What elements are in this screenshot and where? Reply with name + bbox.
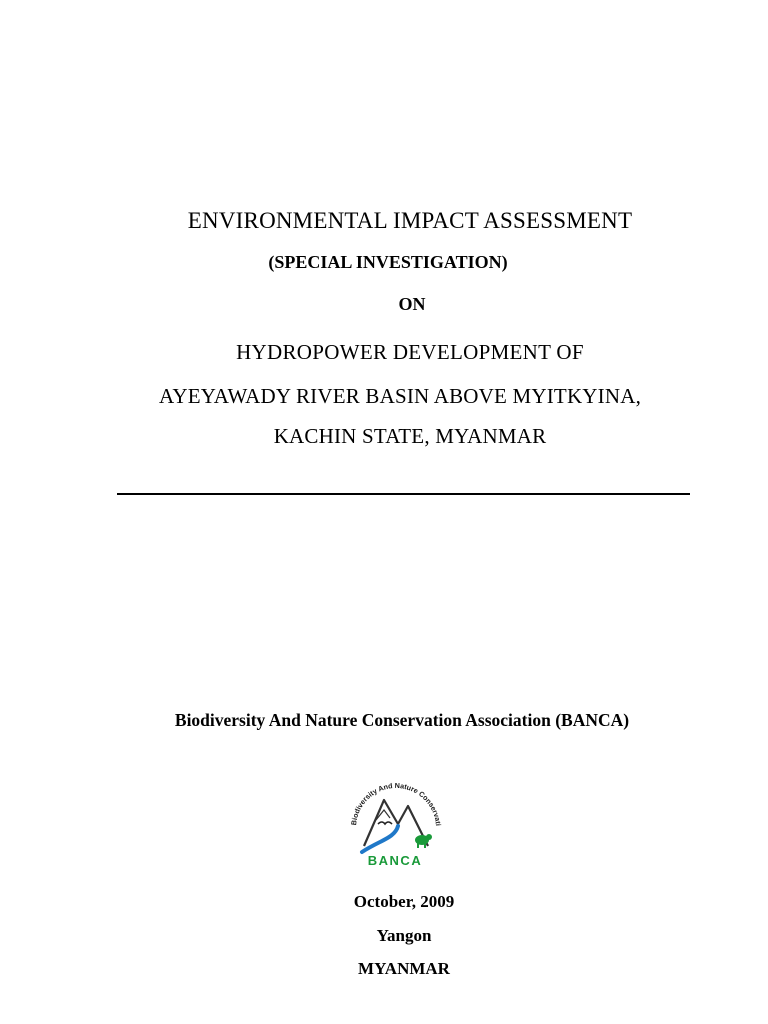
topic-line-3: KACHIN STATE, MYANMAR <box>273 424 547 448</box>
bird-icon <box>378 822 392 824</box>
logo-ring-text: Biodiversity And Nature Conservati <box>349 780 443 827</box>
horizontal-divider <box>117 493 690 495</box>
publication-country: MYANMAR <box>358 959 450 978</box>
publication-city: Yangon <box>376 926 432 945</box>
publication-date: October, 2009 <box>353 892 455 911</box>
document-subtitle: (SPECIAL INVESTIGATION) <box>268 252 508 272</box>
logo-wordmark: BANCA <box>367 853 423 868</box>
document-title: ENVIRONMENTAL IMPACT ASSESSMENT <box>187 208 633 233</box>
banca-logo <box>340 766 450 870</box>
on-label: ON <box>398 294 426 314</box>
topic-line-2: AYEYAWADY RIVER BASIN ABOVE MYITKYINA, <box>158 384 642 408</box>
topic-line-1: HYDROPOWER DEVELOPMENT OF <box>236 340 584 364</box>
animal-icon <box>415 834 432 848</box>
organization-name: Biodiversity And Nature Conservation Association (BANCA) <box>174 710 630 730</box>
